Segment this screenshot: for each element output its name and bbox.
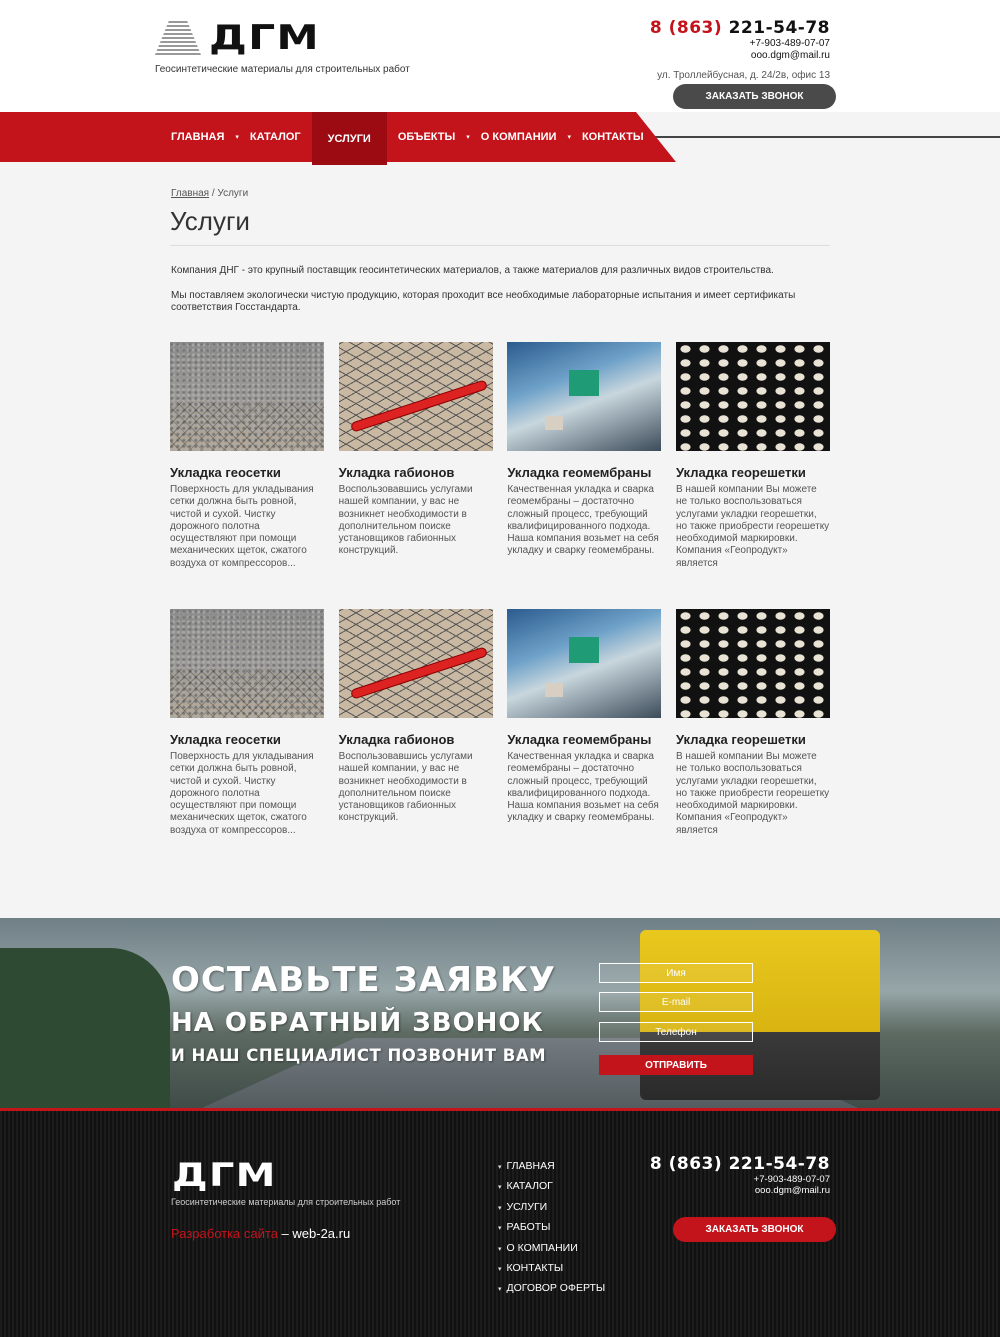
nav-item-services[interactable]: УСЛУГИ xyxy=(312,112,387,165)
mobile-phone[interactable]: +7-903-489-07-07 xyxy=(749,38,830,49)
developer-credit: Разработка сайта – web-2a.ru xyxy=(171,1226,351,1241)
nav-item-about[interactable]: О КОМПАНИИ xyxy=(480,131,557,143)
header-callback-button[interactable]: ЗАКАЗАТЬ ЗВОНОК xyxy=(673,84,836,109)
footer-menu-home[interactable]: ▾ ГЛАВНАЯ xyxy=(498,1157,605,1177)
service-text: Качественная укладка и сварка геомембраны – достаточно сложный процесс, требующий квалифицированного подхода. Наша компания возьмет на себя укладку и сварку геомембраны. xyxy=(507,484,659,557)
developer-link[interactable]: Разработка сайта xyxy=(171,1226,278,1241)
nav-item-catalog[interactable]: КАТАЛОГ xyxy=(249,131,301,143)
services-row xyxy=(170,342,830,570)
nav-separator-icon: ▾ xyxy=(235,134,239,141)
service-image-geocell[interactable] xyxy=(676,609,830,718)
footer-menu-catalog[interactable]: ▾ КАТАЛОГ xyxy=(498,1177,605,1197)
intro-paragraph: Компания ДНГ - это крупный поставщик геосинтетических материалов, а также материалов для различных видов строительства. xyxy=(171,265,774,276)
nav-separator-icon: ▾ xyxy=(466,134,470,141)
title-divider xyxy=(170,245,830,246)
service-image-gabion[interactable] xyxy=(339,609,493,718)
service-image-geogrid[interactable] xyxy=(170,342,324,451)
service-image-geomembrane[interactable] xyxy=(507,342,661,451)
services-row xyxy=(170,609,830,837)
footer-menu-offer[interactable]: ▾ ДОГОВОР ОФЕРТЫ xyxy=(498,1279,605,1299)
header xyxy=(0,0,1000,112)
footer-contacts xyxy=(650,1154,830,1196)
footer-mobile-phone[interactable]: +7-903-489-07-07 xyxy=(753,1174,830,1185)
service-title[interactable]: Укладка георешетки xyxy=(675,732,806,747)
service-title[interactable]: Укладка габионов xyxy=(338,465,455,480)
breadcrumb: Главная / Услуги xyxy=(171,188,249,199)
service-card-geomembrane[interactable] xyxy=(507,342,661,570)
service-text: Поверхность для укладывания сетки должна быть ровной, чистой и сухой. Чистку дорожного полотна осуществляют при помощи механических щеток, сжатого воздуха от компрессоров... xyxy=(170,751,314,836)
service-image-geogrid[interactable] xyxy=(170,609,324,718)
footer-main-phone[interactable]: 8 (863) 221-54-78 xyxy=(649,1154,830,1174)
service-image-geocell[interactable] xyxy=(676,342,830,451)
service-card-geocell[interactable] xyxy=(676,609,830,837)
intro-paragraph: Мы поставляем экологически чистую продукцию, которая проходит все необходимые лабораторные испытания и имеет сертификаты соответствия Госстандарта. xyxy=(171,290,796,313)
service-title[interactable]: Укладка геосетки xyxy=(170,465,281,480)
footer-menu-about[interactable]: ▾ О КОМПАНИИ xyxy=(498,1239,605,1259)
footer-menu-services[interactable]: ▾ УСЛУГИ xyxy=(498,1198,605,1218)
logo[interactable] xyxy=(155,18,320,58)
header-contacts xyxy=(650,18,830,81)
callback-caption: И НАШ СПЕЦИАЛИСТ ПОЗВОНИТ ВАМ xyxy=(171,1046,547,1065)
service-text: В нашей компании Вы можете не только воспользоваться услугами укладки георешетки, но также приобрести георешетку необходимой маркировки. Компания «Геопродукт» является xyxy=(675,484,830,569)
footer-tagline: Геосинтетические материалы для строительных работ xyxy=(171,1197,401,1207)
service-text: В нашей компании Вы можете не только воспользоваться услугами укладки георешетки, но также приобрести георешетку необходимой маркировки. Компания «Геопродукт» является xyxy=(675,751,830,836)
service-title[interactable]: Укладка геомембраны xyxy=(507,732,652,747)
service-card-gabion[interactable] xyxy=(339,609,493,837)
nav-divider-line xyxy=(640,136,1000,138)
service-card-geocell[interactable] xyxy=(676,342,830,570)
callback-phone-input[interactable] xyxy=(599,1022,753,1042)
service-text: Поверхность для укладывания сетки должна быть ровной, чистой и сухой. Чистку дорожного полотна осуществляют при помощи механических щеток, сжатого воздуха от компрессоров... xyxy=(170,484,314,569)
service-image-gabion[interactable] xyxy=(339,342,493,451)
breadcrumb-home-link[interactable]: Главная xyxy=(171,188,210,199)
service-text: Воспользовавшись услугами нашей компании, у вас не возникнет необходимости в дополнительном поиске установщиков габионных конструкций. xyxy=(338,751,473,824)
nav-item-home[interactable]: ГЛАВНАЯ xyxy=(171,131,225,143)
callback-name-input[interactable] xyxy=(599,963,753,983)
service-text: Качественная укладка и сварка геомембраны – достаточно сложный процесс, требующий квалифицированного подхода. Наша компания возьмет на себя укладку и сварку геомембраны. xyxy=(507,751,659,824)
logo-pyramid-icon xyxy=(155,21,201,55)
footer-callback-button[interactable]: ЗАКАЗАТЬ ЗВОНОК xyxy=(673,1217,836,1242)
service-image-geomembrane[interactable] xyxy=(507,609,661,718)
banner-trees xyxy=(0,948,170,1110)
service-title[interactable]: Укладка габионов xyxy=(338,732,455,747)
main-nav xyxy=(160,112,655,162)
service-text: Воспользовавшись услугами нашей компании, у вас не возникнет необходимости в дополнительном поиске установщиков габионных конструкций. xyxy=(338,484,473,557)
callback-subtitle: НА ОБРАТНЫЙ ЗВОНОК xyxy=(171,1008,544,1038)
service-card-geogrid[interactable] xyxy=(170,342,324,570)
intro-text xyxy=(171,265,831,327)
service-card-geogrid[interactable] xyxy=(170,609,324,837)
callback-email-input[interactable] xyxy=(599,992,753,1012)
page-title: Услуги xyxy=(170,206,250,236)
email-link[interactable]: ooo.dgm@mail.ru xyxy=(750,50,830,61)
footer-menu-contacts[interactable]: ▾ КОНТАКТЫ xyxy=(498,1259,605,1279)
main-phone[interactable]: 8 (863) 221-54-78 xyxy=(649,18,830,38)
service-card-gabion[interactable] xyxy=(339,342,493,570)
footer-menu xyxy=(498,1157,605,1300)
breadcrumb-current: Услуги xyxy=(217,188,249,199)
service-title[interactable]: Укладка геомембраны xyxy=(507,465,652,480)
service-title[interactable]: Укладка георешетки xyxy=(675,465,806,480)
callback-title: ОСТАВЬТЕ ЗАЯВКУ xyxy=(171,960,557,1000)
footer-logo[interactable]: ДГМ xyxy=(172,1156,277,1194)
logo-text: ДГМ xyxy=(209,18,320,58)
nav-item-contacts[interactable]: КОНТАКТЫ xyxy=(581,131,644,143)
nav-separator-icon: ▾ xyxy=(567,134,571,141)
footer-menu-works[interactable]: ▾ РАБОТЫ xyxy=(498,1218,605,1238)
address: ул. Троллейбусная, д. 24/2в, офис 13 xyxy=(657,70,830,81)
nav-item-objects[interactable]: ОБЪЕКТЫ xyxy=(397,131,456,143)
tagline: Геосинтетические материалы для строительных работ xyxy=(155,64,410,75)
callback-submit-button[interactable]: ОТПРАВИТЬ xyxy=(599,1055,753,1075)
footer-email-link[interactable]: ooo.dgm@mail.ru xyxy=(754,1185,830,1196)
service-title[interactable]: Укладка геосетки xyxy=(170,732,281,747)
service-card-geomembrane[interactable] xyxy=(507,609,661,837)
